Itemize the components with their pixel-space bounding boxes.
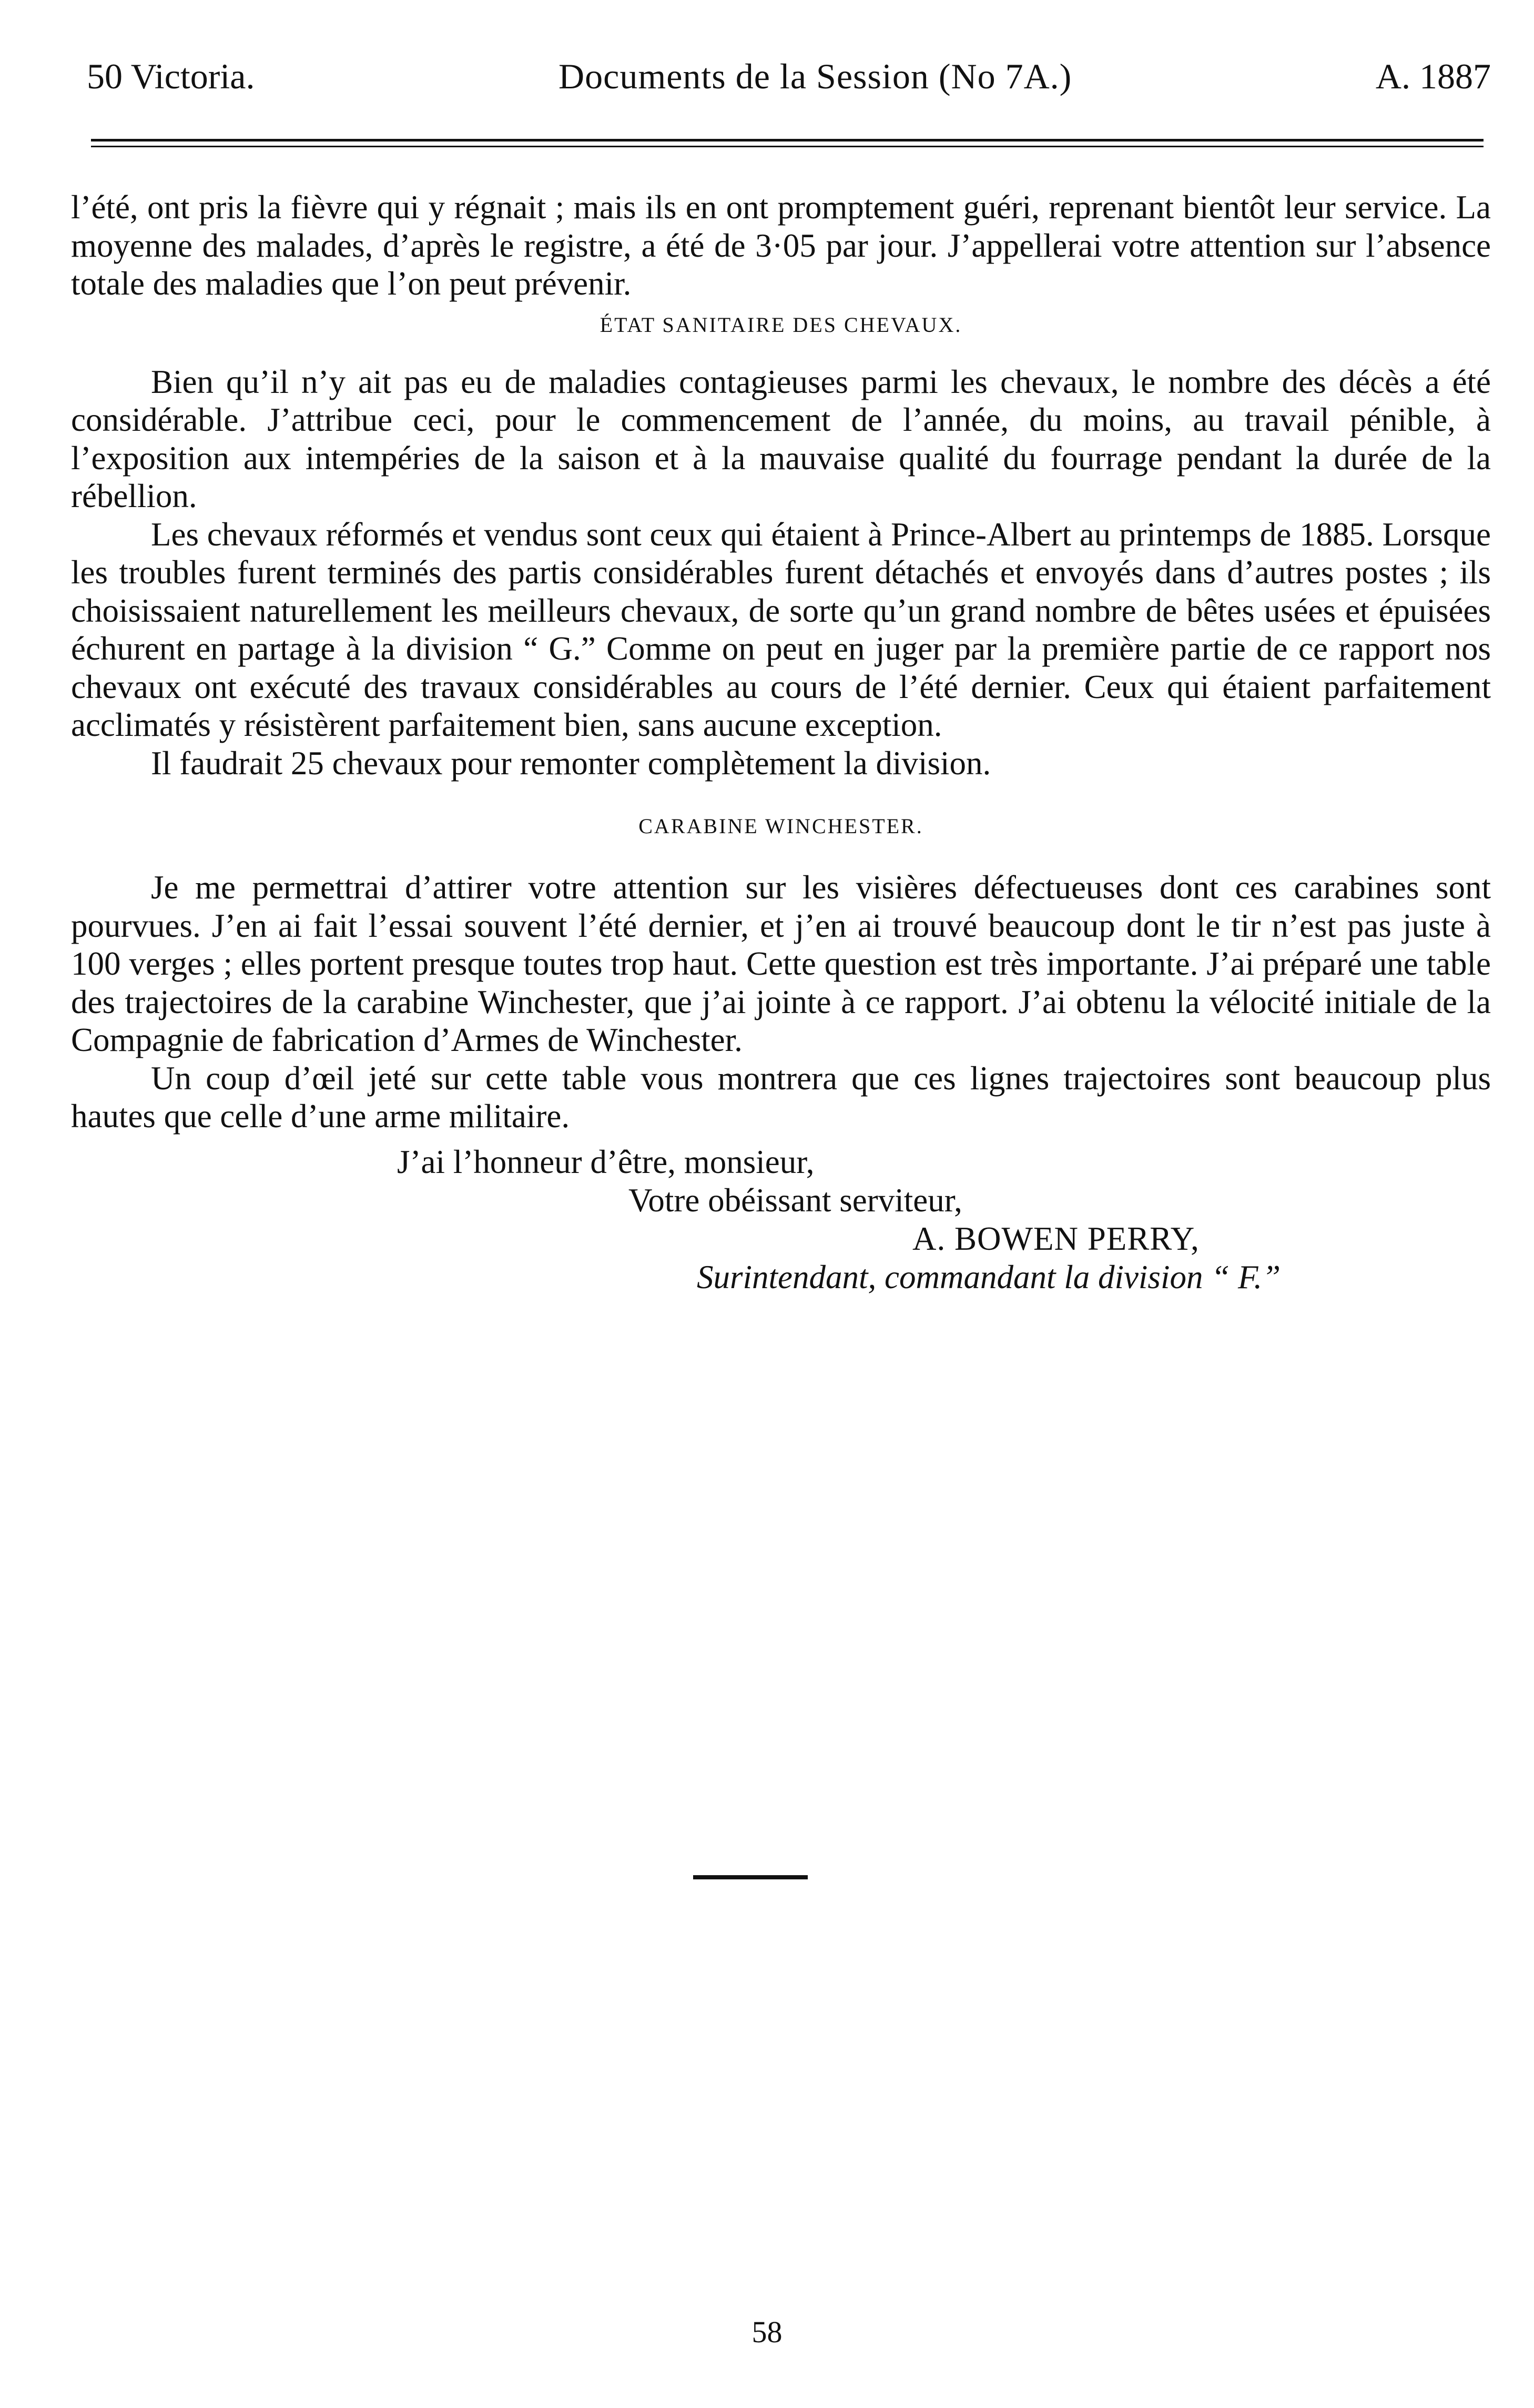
paragraph-continuation: l’été, ont pris la fièvre qui y régnait ; mais ils en ont promptement guéri, reprenant bientôt leur service. La moyenne des malades, d’après le registre, a été de 3·05 par jour. J’appellerai votre attention sur l’absence totale des maladies que l’on peut prévenir. <box>71 189 1491 302</box>
paragraph-horse-deaths: Bien qu’il n’y ait pas eu de maladies contagieuses parmi les chevaux, le nombre des décès a été considérable. J’attribue ceci, pour le commencement de l’année, du moins, au travail pénible, à l’exposition aux intempéries de la saison et à la mauvaise qualité du fourrage pendant la durée de la rébellion. <box>71 363 1491 514</box>
letter-closing <box>71 1143 1491 1301</box>
closing-salutation: J’ai l’honneur d’être, monsieur, <box>397 1143 815 1180</box>
header-year: A. 1887 <box>1375 56 1491 96</box>
document-page <box>71 53 1491 1301</box>
header-double-rule <box>91 139 1484 147</box>
signature-name: A. BOWEN PERRY, <box>912 1220 1200 1257</box>
end-rule <box>693 1875 808 1879</box>
running-header <box>71 53 1491 105</box>
paragraph-remount: Il faudrait 25 chevaux pour remonter complètement la division. <box>151 744 991 782</box>
document-body <box>71 188 1491 1301</box>
section-heading-winchester: CARABINE WINCHESTER. <box>638 814 923 838</box>
header-title: Documents de la Session (No 7A.) <box>558 56 1072 96</box>
paragraph-cast-horses: Les chevaux réformés et vendus sont ceux qui étaient à Prince-Albert au printemps de 1885. Lorsque les troubles furent terminés des partis considérables furent détachés et envoyés dans d’autres postes ; ils choisissaient naturellement les meilleurs chevaux, de sorte qu’un grand nombre de bêtes usées et épuisées échurent en partage à la division “ G.” Comme on peut en juger par la première partie de ce rapport nos chevaux ont exécuté des travaux considérables au cours de l’été dernier. Ceux qui étaient parfaitement acclimatés y résistèrent parfaitement bien, sans aucune exception. <box>71 515 1491 743</box>
closing-servant: Votre obéissant serviteur, <box>628 1181 962 1219</box>
paragraph-sights: Je me permettrai d’attirer votre attention sur les visières défectueuses dont ces carabines sont pourvues. J’en ai fait l’essai souvent l’été dernier, et j’en ai trouvé beaucoup dont le tir n’est pas juste à 100 verges ; elles portent presque toutes trop haut. Cette question est très importante. J’ai préparé une table des trajectoires de la carabine Winchester, que j’ai jointe à ce rapport. J’ai obtenu la vélocité initiale de la Compagnie de fabrication d’Armes de Winchester. <box>71 869 1491 1058</box>
page-number: 58 <box>751 2315 783 2349</box>
header-year-reign: 50 Victoria. <box>87 56 255 96</box>
paragraph-trajectory-table: Un coup d’œil jeté sur cette table vous montrera que ces lignes trajectoires sont beaucoup plus hautes que celle d’une arme militaire. <box>71 1059 1491 1135</box>
section-heading-horse-health: ÉTAT SANITAIRE DES CHEVAUX. <box>600 312 962 337</box>
signature-title: Surintendant, commandant la division “ F.” <box>697 1258 1281 1296</box>
